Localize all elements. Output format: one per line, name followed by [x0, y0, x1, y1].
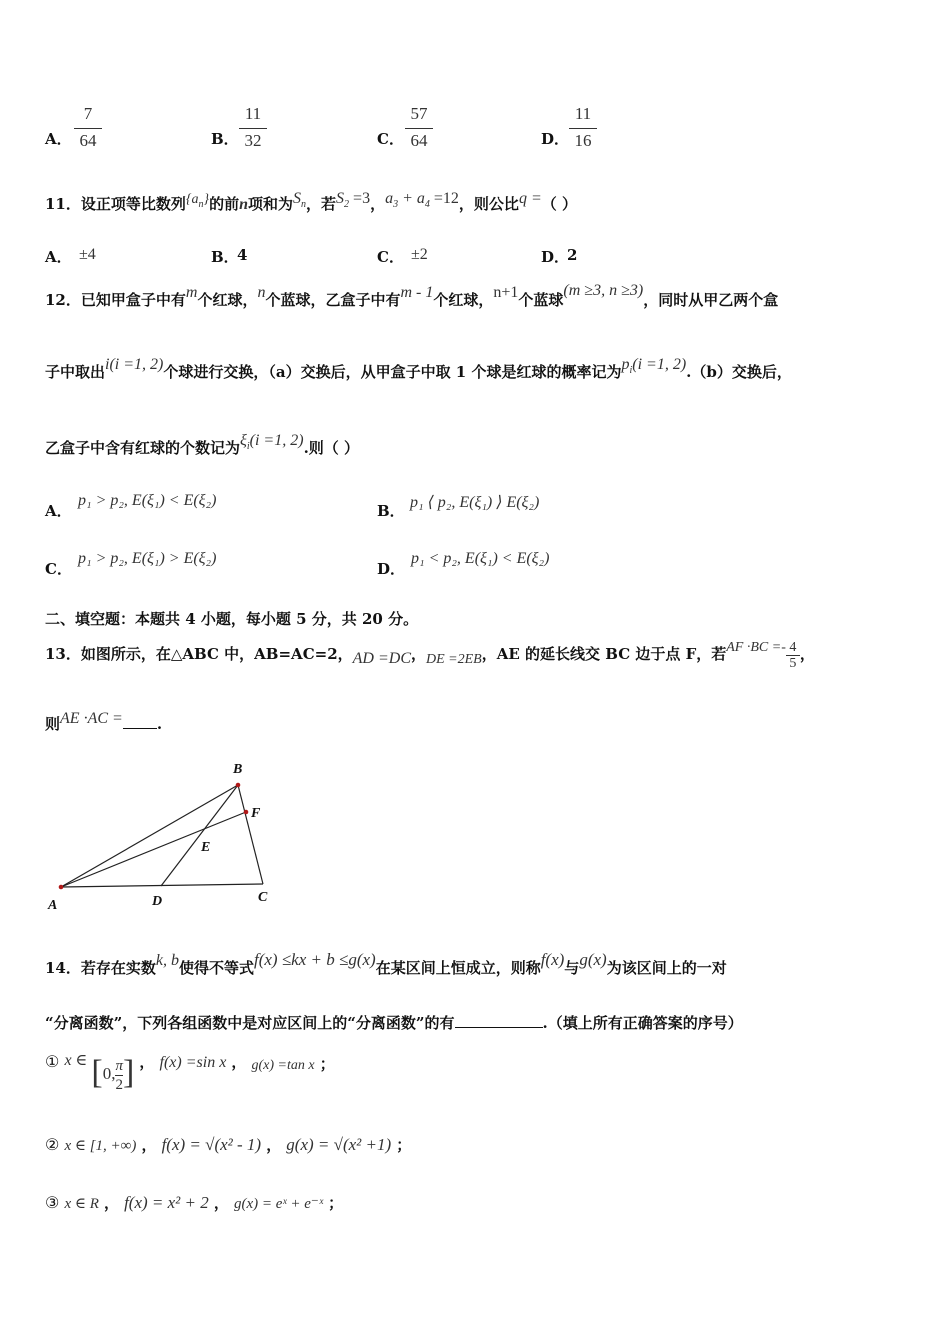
- q11-text-3: 项和为: [248, 195, 294, 213]
- q14-k-b: k, b: [155, 952, 179, 969]
- item-3-end: ；: [328, 1194, 344, 1212]
- item-2-end: ；: [396, 1136, 412, 1154]
- fraction-denominator: 64: [79, 131, 97, 150]
- q12-text: 12．已知甲盒子中有: [45, 291, 186, 309]
- label-c: C: [258, 890, 268, 905]
- item-2-g: g(x) = √(x² +1): [286, 1135, 392, 1154]
- fraction-numerator: 11: [244, 104, 262, 123]
- item-2-marker: ②: [45, 1135, 60, 1154]
- label-b: B: [233, 762, 243, 777]
- item-3-domain: x ∈ R: [64, 1196, 99, 1212]
- q12-line-1: [45, 282, 778, 312]
- q10-option-c-fraction: [403, 104, 435, 151]
- q11-sn: $S_n$: [293, 190, 307, 211]
- q11-q: q =: [518, 190, 542, 207]
- q13-line-2: [45, 710, 162, 740]
- item-3-g: g(x) = eˣ + e⁻ˣ: [233, 1196, 324, 1212]
- q11-stem: 11．设正项等比数列$\{a_n\}$的前n项和为$S_n$，若$S_2 =3$，$a_3 + a_4 =12$，则公比q =（ ）: [45, 190, 577, 213]
- q14-text: 使得不等式: [178, 959, 254, 977]
- item-3-marker: ③: [45, 1193, 60, 1212]
- q11-seq: $\{a_n\}$: [185, 192, 210, 210]
- q14-text: .（填上所有正确答案的序号）: [542, 1014, 743, 1032]
- q12-option-b: p₁ ⟨ p₂, E(ξ₁) ⟩ E(ξ₂): [410, 494, 540, 511]
- separator: ，: [266, 1136, 282, 1154]
- item-3-f: f(x) = x² + 2: [124, 1193, 209, 1212]
- segment-bc: [238, 785, 263, 884]
- q14-text: 在某区间上恒成立，则称: [375, 959, 541, 977]
- triangle-figure: [40, 755, 300, 915]
- q12-xi-expr: $\xi_i(i =1$, 2): [240, 432, 304, 453]
- q12-options-row-1: [45, 492, 905, 518]
- q12-option-a: p₁ > p₂, E(ξ₁) < E(ξ₂): [78, 492, 217, 509]
- q14-gx: g(x): [579, 950, 607, 969]
- q12-i-expr: i(i =1, 2): [105, 356, 164, 373]
- q13-text: 则: [45, 715, 61, 733]
- q12-text: 乙盒子中含有红球的个数记为: [45, 439, 241, 457]
- item-1-end: ；: [319, 1055, 335, 1073]
- section-2-heading: 二、填空题：本题共 4 小题，每小题 5 分，共 20 分。: [45, 610, 419, 628]
- q13-af-dot-bc: AF ·BC =-: [726, 640, 786, 655]
- fraction-denominator: 32: [244, 131, 262, 150]
- q13-text: ，: [411, 645, 427, 663]
- q12-text: 个红球，: [197, 291, 258, 309]
- label-e: E: [201, 840, 211, 855]
- q11-text-5: ，则公比: [458, 195, 519, 213]
- fraction-denominator: 64: [410, 131, 428, 150]
- fraction-bar: [569, 128, 597, 129]
- q12-text: 子中取出: [45, 363, 106, 381]
- q12-condition: (m ≥3, n ≥3): [563, 282, 644, 299]
- q12-text: 个球进行交换，（a）交换后，从甲盒子中取 1 个球是红球的概率记为: [163, 363, 622, 381]
- q14-item-1: [45, 1050, 335, 1094]
- fraction-bar: [239, 128, 267, 129]
- q13-line-1: [45, 640, 815, 674]
- q14-inequality: f(x) ≤kx + b ≤g(x): [254, 950, 376, 969]
- q12-p-expr: $p_i(i =1$, 2): [621, 356, 687, 377]
- item-1-interval: [0, $\frac{\pi}{2}$ ]: [91, 1054, 135, 1093]
- q12-option-b-label: B．: [377, 502, 405, 520]
- q12-line-3: [45, 432, 359, 462]
- q14-text: “分离函数”，下列各组函数中是对应区间上的“分离函数”的有: [45, 1014, 455, 1032]
- segment-ab: [61, 785, 238, 887]
- q12-line-2: [45, 356, 792, 386]
- q12-text: .则（ ）: [303, 439, 360, 457]
- fraction-numerator: 11: [574, 104, 592, 123]
- label-a: A: [48, 898, 58, 913]
- q10-option-a-label: A．: [45, 130, 72, 148]
- item-1-g: g(x) =tan x: [251, 1058, 315, 1073]
- q11-option-b: 4: [237, 246, 248, 264]
- q11-cond2: $a_3 + a_4 =12$: [385, 190, 459, 211]
- item-1-marker: ①: [45, 1052, 60, 1071]
- q12-m: m: [185, 284, 198, 301]
- q14-line-2: [45, 1012, 743, 1038]
- separator: ，: [103, 1194, 119, 1212]
- label-d: D: [152, 894, 163, 909]
- label-f: F: [251, 806, 261, 821]
- segment-db: [161, 785, 238, 886]
- q13-ae-dot-ac: AE ·AC =: [60, 710, 123, 727]
- q13-fraction: $\frac{4}{5}$: [786, 640, 800, 671]
- q12-option-d: p₁ < p₂, E(ξ₁) < E(ξ₂): [411, 550, 550, 567]
- q11-text-2: 的前: [209, 195, 240, 213]
- q12-n-plus-1: n+1: [493, 284, 519, 301]
- q12-option-a-label: A．: [45, 502, 72, 520]
- q13-text: 13．如图所示，在△ABC 中，AB=AC=2，: [45, 645, 353, 663]
- separator: ，: [231, 1053, 247, 1071]
- q11-option-a: ±4: [79, 246, 96, 263]
- q12-text: 个红球，: [433, 291, 494, 309]
- q14-answer-blank[interactable]: [455, 1027, 543, 1028]
- item-2-f: f(x) = √(x² - 1): [161, 1135, 262, 1154]
- q13-text: .: [156, 715, 163, 733]
- item-1-f: f(x) =sin x: [159, 1054, 227, 1071]
- point-a: [59, 885, 64, 890]
- fraction-numerator: 7: [83, 104, 93, 123]
- q11-option-c-label: C．: [377, 248, 404, 266]
- q14-text: 与: [564, 959, 580, 977]
- separator: ，: [213, 1194, 229, 1212]
- q14-line-1: [45, 950, 727, 984]
- q11-option-b-label: B．: [211, 248, 239, 266]
- item-2-domain: x ∈ [1, +∞): [64, 1138, 137, 1154]
- separator: ，: [141, 1136, 157, 1154]
- q14-fx: f(x): [540, 950, 565, 969]
- q11-text-1: 11．设正项等比数列: [45, 195, 186, 213]
- q11-text-4: ，若: [306, 195, 337, 213]
- q12-text: ，同时从甲乙两个盒: [643, 291, 779, 309]
- q12-option-c: p₁ > p₂, E(ξ₁) > E(ξ₂): [78, 550, 217, 567]
- q11-option-d-label: D．: [541, 248, 570, 266]
- q11-option-c: ±2: [411, 246, 428, 263]
- q11-options: [45, 246, 905, 268]
- q10-option-b-fraction: [237, 104, 269, 151]
- q12-n: n: [257, 284, 266, 301]
- q12-options-row-2: [45, 550, 905, 576]
- q13-answer-blank[interactable]: [123, 728, 157, 729]
- fraction-denominator: 16: [574, 131, 592, 150]
- q10-option-d-label: D．: [541, 130, 570, 148]
- q14-text: 为该区间上的一对: [606, 959, 727, 977]
- point-f: [244, 810, 249, 815]
- q12-text: 个蓝球，乙盒子中有: [265, 291, 401, 309]
- q14-item-2: [45, 1134, 411, 1164]
- q11-cond1: $S_2 =3$: [336, 190, 371, 211]
- q12-option-d-label: D．: [377, 560, 406, 578]
- segment-af: [61, 812, 246, 887]
- q11-option-d: 2: [567, 246, 578, 264]
- fraction-numerator: 57: [410, 104, 428, 123]
- q12-m-minus-1: m - 1: [400, 284, 434, 301]
- q12-text: .（b）交换后，: [686, 363, 792, 381]
- q11-option-a-label: A．: [45, 248, 72, 266]
- separator: ，: [139, 1053, 155, 1071]
- q13-de-eq-2eb: DE =2EB: [426, 652, 482, 667]
- fraction-bar: [405, 128, 433, 129]
- q10-option-b-label: B．: [211, 130, 239, 148]
- q14-text: 14．若存在实数: [45, 959, 156, 977]
- q12-option-c-label: C．: [45, 560, 72, 578]
- q13-text: ，AE 的延长线交 BC 边于点 F，若: [481, 645, 727, 663]
- q14-item-3: [45, 1192, 343, 1222]
- q11-n: n: [239, 196, 249, 213]
- point-b: [236, 783, 241, 788]
- q13-ad-eq-dc: AD =DC: [352, 650, 411, 667]
- q10-option-c-label: C．: [377, 130, 404, 148]
- q11-text-6: （ ）: [541, 195, 577, 213]
- q13-text: ，: [799, 645, 815, 663]
- q10-option-a-fraction: [72, 104, 104, 151]
- q10-option-d-fraction: [567, 104, 599, 151]
- item-1-domain: x ∈: [64, 1052, 92, 1069]
- q12-text: 个蓝球: [518, 291, 564, 309]
- fraction-bar: [74, 128, 102, 129]
